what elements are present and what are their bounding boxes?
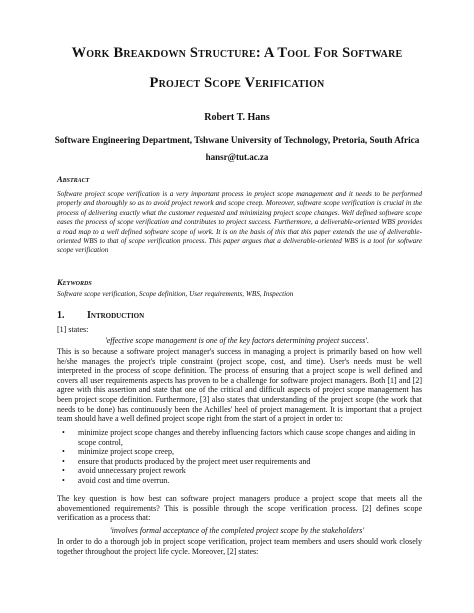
bullet-icon: •	[62, 428, 65, 437]
bullet-icon: •	[62, 475, 65, 485]
author-name: Robert T. Hans	[204, 112, 270, 123]
requirements-bullet-list	[57, 428, 422, 486]
list-item: • minimize project scope creep,	[62, 447, 174, 457]
keywords-text: Software scope verification, Scope definition, User requirements, WBS, Inspection	[57, 290, 294, 298]
list-item: • ensure that products produced by the project meet user requirements and	[62, 456, 311, 466]
list-item: • avoid unnecessary project rework	[62, 466, 186, 476]
author-email: hansr@tut.ac.za	[205, 152, 269, 162]
paper-title-line-2: Project Scope Verification	[149, 75, 325, 91]
abstract-text: Software project scope verification is a very important process in project scope management and it needs to be performed properly and thoroughly so as to avoid project rework and scope creep. Moreover, software scope verification is crucial in the process of delivering exactly what the customer requested and minimizing project scope changes. Well defined software scope eases the process of scope verification and contributes to project success. Furthermore, a deliverable-oriented WBS provides a road map to a well defined software scope of work. It is on the basis of this that this paper extends the use of deliverable-oriented WBS to that of scope verification process. This paper argues that a deliverable-oriented WBS is a tool for software scope verification	[57, 190, 422, 255]
keywords-heading: Keywords	[57, 277, 92, 287]
quote-2: 'involves formal acceptance of the completed project scope by the stakeholders'	[109, 526, 365, 535]
abstract-heading: Abstract	[57, 174, 90, 184]
quote-1: 'effective scope management is one of the key factors determining project success'.	[105, 336, 369, 345]
intro-paragraph-1: This is so because a software project manager's success in managing a project is primarily based on how well he/she manages the project's triple constraint (project scope, cost, and time). User's needs must be well interpreted in the process of scope definition. The process of ensuring that a project scope is well defined and covers all user requirements aspects has proven to be a challenge for software project managers. Both [1] and [2] agree with this assertion and state that one of the critical and difficult aspects of project scope management has been project scope definition. Furthermore, [3] also states that understanding of the project scope (the work that needs to be done) has continuously been the Achilles' heel of project management. It is important that a project team should have a well defined project scope right from the start of a project in order to:	[57, 347, 422, 424]
section-title: Introduction	[87, 310, 145, 321]
intro-paragraph-2: The key question is how best can software project managers produce a project scope that meets all the abovementioned requirements? This is possible through the scope verification process. [2] defines scope verification as a process that:	[57, 494, 422, 523]
list-item: • avoid cost and time overrun.	[62, 475, 170, 485]
bullet-icon: •	[62, 466, 65, 476]
author-affiliation: Software Engineering Department, Tshwane University of Technology, Pretoria, South Africa	[54, 135, 420, 145]
intro-paragraph-3: In order to do a thorough job in project scope verification, project team members and users should work closely together throughout the project life cycle. Moreover, [2] states:	[57, 537, 422, 556]
citation-states-line: [1] states:	[57, 325, 89, 334]
bullet-icon: •	[62, 447, 65, 457]
list-item: • minimize project scope changes and thereby influencing factors which cause scope changes and aiding in scope control,	[62, 428, 416, 447]
section-heading-introduction	[57, 310, 144, 321]
section-number: 1.	[57, 310, 65, 321]
bullet-icon: •	[62, 456, 65, 466]
paper-title-line-1: Work Breakdown Structure: A Tool For Software	[71, 45, 403, 61]
